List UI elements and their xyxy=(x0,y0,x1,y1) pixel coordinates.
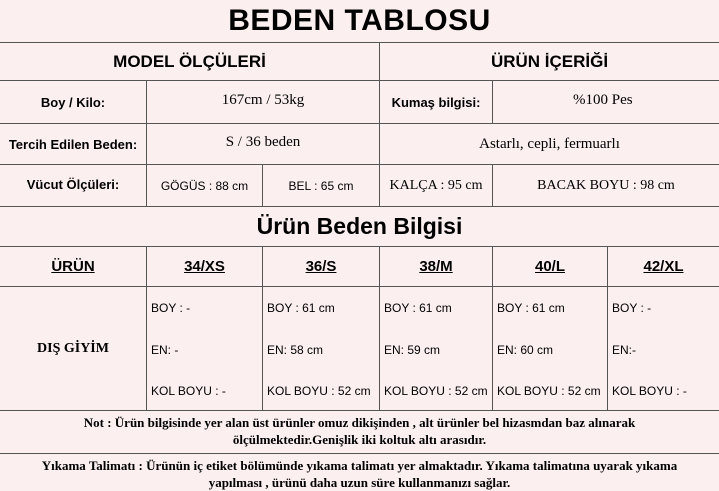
size-34xs: 34/XS xyxy=(184,258,225,275)
table-cell: KOL BOYU : - xyxy=(151,384,226,398)
table-cell: EN:- xyxy=(612,343,636,357)
table-cell: KOL BOYU : - xyxy=(612,384,687,398)
bacak-value: BACAK BOYU : 98 cm xyxy=(537,177,675,193)
note-line: Yıkama Talimatı : Ürünün iç etiket bölümünde yıkama talimatı yer almaktadır. Yıkama talimatına uyarak yıkama xyxy=(41,458,678,473)
table-cell: KOL BOYU : 52 cm xyxy=(497,384,601,398)
table-cell: EN: 58 cm xyxy=(267,343,324,357)
divider xyxy=(0,453,719,454)
size-36s: 36/S xyxy=(305,258,337,275)
product-label: DIŞ GİYİM xyxy=(37,340,109,356)
table-cell: BOY : 61 cm xyxy=(267,301,335,315)
urun-label: ÜRÜN xyxy=(51,258,95,275)
icerik-header: ÜRÜN İÇERİĞİ xyxy=(490,51,609,71)
table-cell: EN: 60 cm xyxy=(497,343,554,357)
vucut-olcu-label: Vücut Ölçüleri: xyxy=(26,177,120,192)
table-cell: BOY : 61 cm xyxy=(497,301,565,315)
page-title: BEDEN TABLOSU xyxy=(228,4,491,37)
note-line: yapılması , ürünü daha uzun süre kullanmanızı sağlar. xyxy=(208,475,511,490)
size-40l: 40/L xyxy=(534,258,565,275)
model-header: MODEL ÖLÇÜLERİ xyxy=(113,51,266,71)
boy-kilo-label: Boy / Kilo: xyxy=(40,94,106,110)
note-line: Not : Ürün bilgisinde yer alan üst ürünler omuz dikişinden , alt ürünler bel hizasmdan baz alınarak xyxy=(83,415,636,430)
table-cell: BOY : - xyxy=(612,301,652,315)
ozellik-value: Astarlı, cepli, fermuarlı xyxy=(479,135,620,152)
table-cell: KOL BOYU : 52 cm xyxy=(384,384,488,398)
note-line: ölçülmektedir.Genişlik iki koltuk altı arasıdır. xyxy=(232,432,487,447)
kumas-label: Kumaş bilgisi: xyxy=(391,94,481,110)
size-42xl: 42/XL xyxy=(643,258,684,275)
table-cell: EN: - xyxy=(151,343,179,357)
bel-value: BEL : 65 cm xyxy=(288,178,354,193)
size-38m: 38/M xyxy=(419,258,453,275)
beden-bilgisi-header: Ürün Beden Bilgisi xyxy=(256,213,463,239)
note-washing xyxy=(0,457,719,491)
table-cell: BOY : - xyxy=(151,301,191,315)
beden-label: Tercih Edilen Beden: xyxy=(8,136,138,152)
table-cell: KOL BOYU : 52 cm xyxy=(267,384,371,398)
gogus-value: GÖGÜS : 88 cm xyxy=(160,178,249,193)
table-cell: BOY : 61 cm xyxy=(384,301,452,315)
beden-value: S / 36 beden xyxy=(225,134,301,150)
kalca-value: KALÇA : 95 cm xyxy=(389,177,483,193)
boy-kilo-value: 167cm / 53kg xyxy=(221,92,305,108)
divider xyxy=(0,410,719,411)
kumas-value: %100 Pes xyxy=(573,92,633,108)
table-cell: EN: 59 cm xyxy=(384,343,441,357)
note-measurement xyxy=(0,414,719,448)
